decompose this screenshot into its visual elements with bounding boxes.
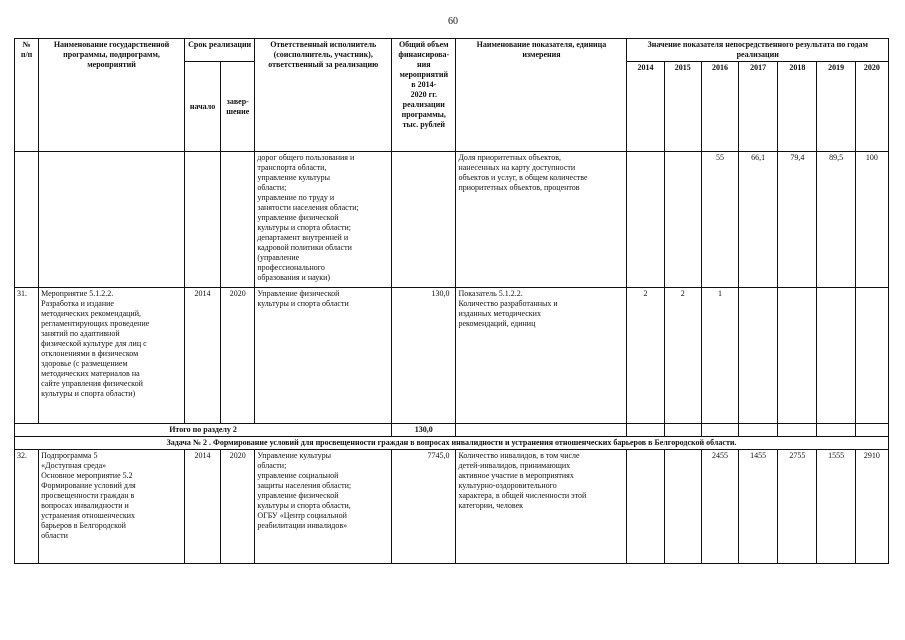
task-row [15, 437, 889, 450]
value-cell: 55 [701, 152, 738, 288]
total-label: Итого по разделу 2 [15, 424, 392, 437]
value-cell: 1455 [739, 450, 778, 564]
table-row-continued [15, 152, 889, 288]
value-cell [855, 288, 888, 424]
table-row-31 [15, 288, 889, 424]
value-cell [817, 288, 855, 424]
value-cell: 89,5 [817, 152, 855, 288]
header-num: № п/п [15, 39, 39, 152]
header-name: Наименование государственной программы, подпрограмм, мероприятий [39, 39, 185, 152]
header-values-title: Значение показателя непосредственного результата по годам реализации [627, 39, 889, 62]
task-title: Задача № 2 . Формирование условий для просвещенности граждан в вопросах инвалидности и устранения отношенческих барьеров в Белгородской области. [15, 437, 889, 450]
header-year: 2017 [739, 62, 778, 152]
value-cell [664, 450, 701, 564]
value-cell [627, 152, 664, 288]
value-cell: 2455 [701, 450, 738, 564]
total-funding: 130,0 [392, 424, 456, 437]
header-year: 2015 [664, 62, 701, 152]
end-year: 2020 [221, 288, 255, 424]
header-row-1 [15, 39, 889, 62]
row-number: 31. [15, 288, 39, 424]
value-cell [664, 152, 701, 288]
name-cell: Мероприятие 5.1.2.2. Разработка и издание методических рекомендаций, регламентирующих проведение занятий по адаптивной физической культуре для лиц с отклонениями в физическом здоровье (с размещением методических материалов на сайте управления физической культуры и спорта области) [39, 288, 185, 424]
executor-cell: Управление культуры области; управление социальной защиты населения области; управление физической культуры и спорта области, ОГБУ «Центр социальной реабилитации инвалидов» [255, 450, 392, 564]
value-cell [778, 288, 817, 424]
indicator-cell: Доля приоритетных объектов, нанесенных на карту доступности объектов и услуг, в общем количестве приоритетных объектов, процентов [456, 152, 627, 288]
value-cell: 1555 [817, 450, 855, 564]
header-term: Срок реализации [184, 39, 254, 62]
header-start: начало [184, 62, 220, 152]
funding-cell: 7745,0 [392, 450, 456, 564]
page-number: 60 [448, 16, 458, 27]
header-year: 2019 [817, 62, 855, 152]
program-table [14, 38, 889, 564]
header-year: 2020 [855, 62, 888, 152]
value-cell: 79,4 [778, 152, 817, 288]
value-cell: 2755 [778, 450, 817, 564]
total-row [15, 424, 889, 437]
name-cell: Подпрограмма 5 «Доступная среда» Основное мероприятие 5.2 Формирование условий для просвещенности граждан в вопросах инвалидности и устранения отношенческих барьеров в Белгородской области [39, 450, 185, 564]
value-cell: 100 [855, 152, 888, 288]
value-cell: 2910 [855, 450, 888, 564]
header-executor: Ответственный исполнитель (соисполнитель, участник), ответственный за реализацию [255, 39, 392, 152]
indicator-cell: Показатель 5.1.2.2. Количество разработанных и изданных методических рекомендаций, единиц [456, 288, 627, 424]
table-row-32 [15, 450, 889, 564]
header-indicator: Наименование показателя, единица измерения [456, 39, 627, 152]
value-cell: 1 [701, 288, 738, 424]
header-year: 2014 [627, 62, 664, 152]
start-year: 2014 [184, 288, 220, 424]
executor-cell: Управление физической культуры и спорта области [255, 288, 392, 424]
header-year: 2016 [701, 62, 738, 152]
value-cell: 2 [627, 288, 664, 424]
row-number: 32. [15, 450, 39, 564]
value-cell [739, 288, 778, 424]
header-funding: Общий объем финансирова- ния мероприятий в 2014- 2020 гг. реализации программы, тыс. рублей [392, 39, 456, 152]
value-cell: 66,1 [739, 152, 778, 288]
value-cell [627, 450, 664, 564]
end-year: 2020 [221, 450, 255, 564]
header-year: 2018 [778, 62, 817, 152]
start-year: 2014 [184, 450, 220, 564]
value-cell: 2 [664, 288, 701, 424]
indicator-cell: Количество инвалидов, в том числе детей-инвалидов, принимающих активное участие в мероприятиях культурно-оздоровительного характера, в общей численности этой категории, человек [456, 450, 627, 564]
funding-cell: 130,0 [392, 288, 456, 424]
executor-cell: дорог общего пользования и транспорта области, управление культуры области; управление по труду и занятости населения области; управление физической культуры и спорта области; департамент внутренней и кадровой политики области (управление профессионального образования и науки) [255, 152, 392, 288]
header-end: завер- шение [221, 62, 255, 152]
